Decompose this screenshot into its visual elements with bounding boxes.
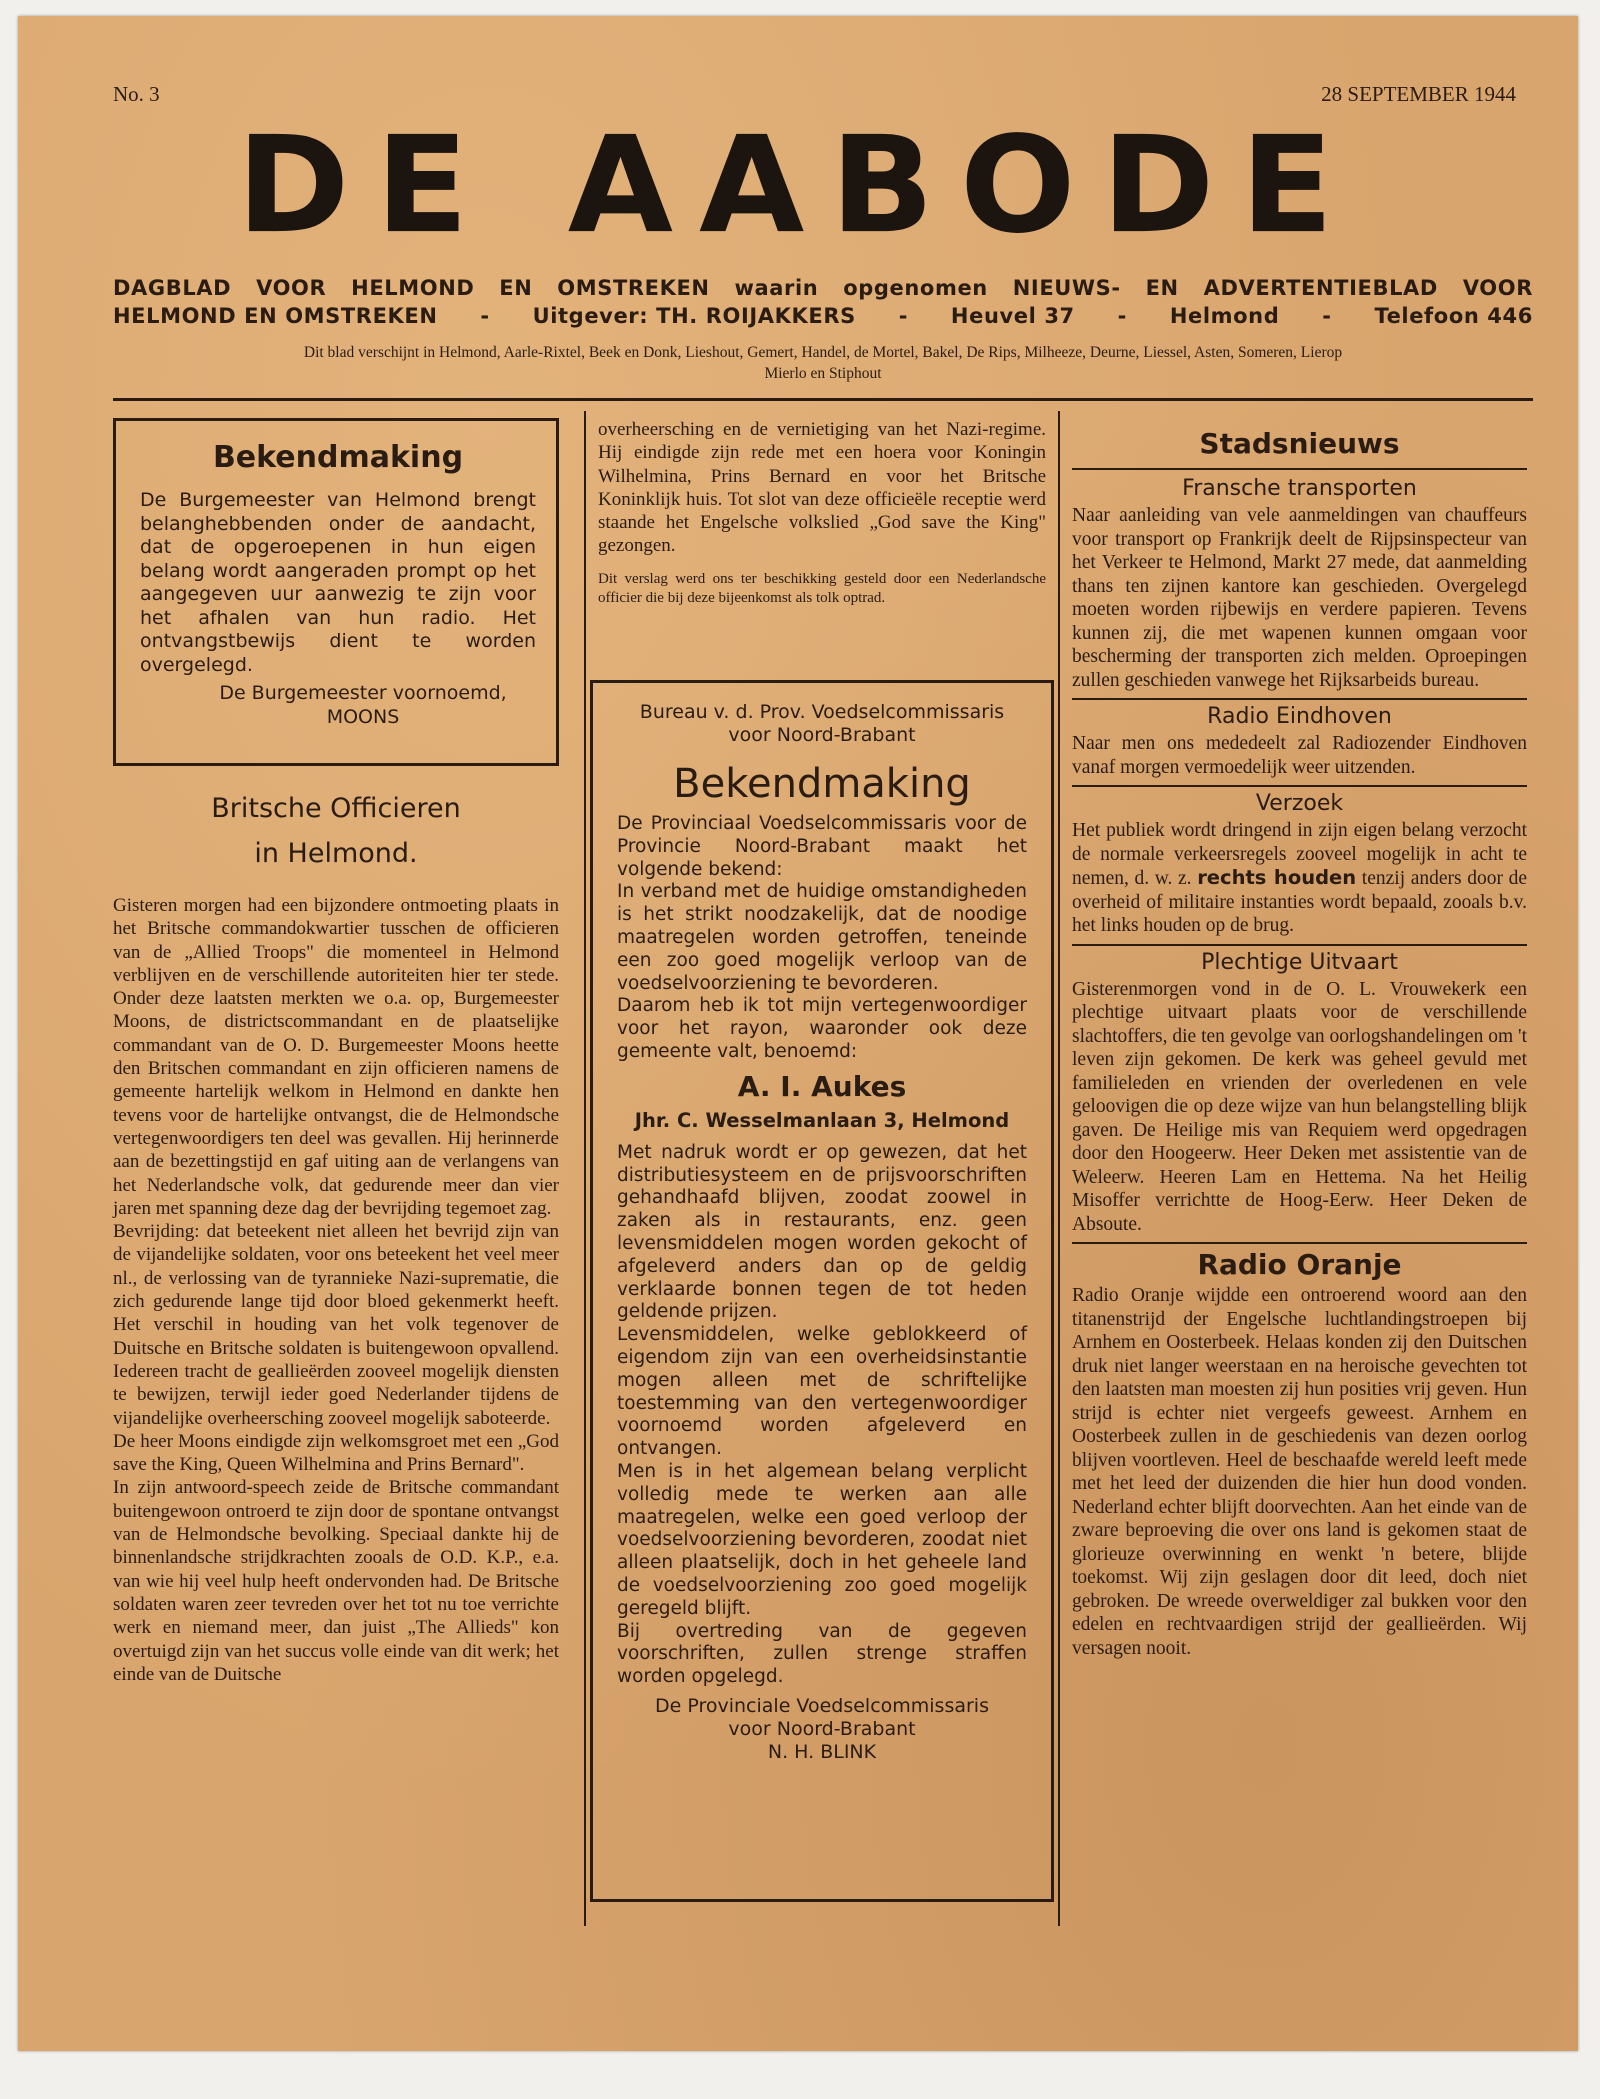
subtitle-city: Helmond bbox=[1169, 304, 1280, 328]
article-paragraph: Gisteren morgen had een bijzondere ontmoeting plaats in het Britsche commandokwartier tusschen de officieren van de „Allied Troops" die momenteel in Helmond verblijven en de verschillende autoriteiten hier ter stede. Onder deze laatsten merkten we o.a. op, Burgemeester Moons, de districtscommandant en de plaatselijke commandant van de O. D. Burgemeester Moons heette den Britschen commandant en zijn officieren namens de gemeente hartelijk welkom in Helmond en dankte hen tevens voor de hartelijke ontvangst, die de Helmondsche vertegenwoordigers ten deel was gevallen. Hij herinnerde aan de bezettingstijd en gaf uiting aan de verlangens van het Nederlandsche volk, dat gedurende meer dan vier jaren met spanning deze dag der bevrijding tegemoet zag. bbox=[113, 895, 559, 1219]
mayor-notice-sign: De Burgemeester voornoemd, bbox=[219, 682, 507, 704]
column-rule-2 bbox=[1058, 411, 1060, 1926]
editor-note: Dit verslag werd ons ter beschikking gesteld door een Nederlandsche officier die bij deze bijeenkomst als tolk optrad. bbox=[598, 570, 1046, 606]
mayor-notice-title: Bekendmaking bbox=[212, 440, 464, 475]
distribution-places bbox=[113, 342, 1533, 384]
newspaper-title: DE AABODE bbox=[236, 108, 1360, 264]
notice-org-line-2: voor Noord-Brabant bbox=[728, 724, 916, 746]
notice-title: Bekendmaking bbox=[673, 761, 971, 807]
notice-paragraph: Men is in het algemean belang verplicht volledig mede te werken aan alle maatregelen, welke een goed verloop der voedselvoorziening bevorderen, zoodat niet alleen plaatselijk, doch in het geheele land de voedselvoorziening zoo goed mogelijk geregeld blijft. bbox=[617, 1460, 1027, 1619]
newspaper-page bbox=[18, 16, 1578, 2051]
subtitle-separator: - bbox=[1322, 304, 1332, 328]
places-line-1: Dit blad verschijnt in Helmond, Aarle-Rixtel, Beek en Donk, Lieshout, Gemert, Handel, de Mortel, Bakel, De Rips, Milheeze, Deurne, Liessel, Asten, Someren, Lierop bbox=[303, 344, 1343, 361]
continuation-body: overheersching en de vernietiging van het Nazi-regime. Hij eindigde zijn rede met een hoera voor Koningin Wilhelmina, Prins Bernard en voor het Britsche Koninklijk huis. Tot slot van deze officieële receptie werd staande het Engelsche volkslied „God save the King" gezongen. bbox=[598, 419, 1046, 557]
places-line-2: Mierlo en Stiphout bbox=[764, 365, 882, 382]
representative-address: Jhr. C. Wesselmanlaan 3, Helmond bbox=[634, 1108, 1010, 1132]
news-text: Het publiek wordt dringend in zijn eigen belang verzocht de normale verkeersregels zooveel mogelijk in acht te nemen, d. w. z. bbox=[1072, 820, 1527, 889]
notice-sign-1: De Provinciale Voedselcommissaris bbox=[654, 1694, 989, 1717]
news-title: Radio Eindhoven bbox=[1207, 704, 1392, 729]
news-rule bbox=[1072, 1242, 1527, 1244]
section-title: Stadsnieuws bbox=[1199, 427, 1400, 460]
article-paragraph: In zijn antwoord-speech zeide de Britsche commandant buitengewoon ontroerd te zijn door de spontane ontvangst van de Helmondsche bevolking. Speciaal dankte hij de binnenlandsche strijdkrachten zooals de O.D. K.P., e.a. van wie hij veel hulp heeft ondervonden had. De Britsche soldaten waren zeer tevreden over het tot nu toe verrichte werk en niemand meer, dan juist „The Allieds" kon overtuigd zijn van het succus volle einde van dit werk; het einde van de Duitsche bbox=[113, 1477, 559, 1685]
british-officers-article bbox=[113, 786, 559, 1686]
subtitle-separator: - bbox=[480, 304, 490, 328]
article-continuation bbox=[598, 418, 1046, 608]
notice-paragraph: De Provinciaal Voedselcommissaris voor de Provincie Noord-Brabant maakt het volgende bekend: bbox=[617, 813, 1027, 880]
mayor-notice-body: De Burgemeester van Helmond brengt belanghebbenden onder de aandacht, dat de opgeroepenen in hun eigen belang wordt aangeraden prompt op het aangegeven uur aanwezig te zijn voor het afhalen van hun radio. Het ontvangstbewijs dient te worden overgelegd. bbox=[140, 489, 536, 676]
article-title-line-2: in Helmond. bbox=[254, 838, 418, 869]
subtitle-phone: Telefoon 446 bbox=[1374, 304, 1533, 328]
notice-org-line-1: Bureau v. d. Prov. Voedselcommissaris bbox=[639, 701, 1005, 723]
subtitle-publisher: Uitgever: TH. ROIJAKKERS bbox=[532, 304, 856, 328]
notice-sign-2: voor Noord-Brabant bbox=[728, 1717, 916, 1740]
article-paragraph: Bevrijding: dat beteekent niet alleen het bevrijd zijn van de vijandelijke soldaten, voor ons beteekent het veel meer nl., de verlossing van de tyrannieke Nazi-suprematie, die zich gedurende lange tijd door bloed gekenmerkt heeft. Het verschil in houding van het volk tegenover de Duitsche en Britsche soldaten is buitengewoon opvallend. Iedereen tracht de geallieërden zooveel mogelijk diensten te bewijzen, terwijl ieder goed Nederlander tijdens de vijandelijke overheersching zooveel mogelijk saboteerde. bbox=[113, 1221, 559, 1429]
news-body: Naar aanleiding van vele aanmeldingen van chauffeurs voor transport op Frankrijk deelt de Rijpsinspecteur van het Verkeer te Helmond, Markt 27 mede, dat aanmelding thans ten zijnen kantore kan geschieden. Overgelegd moeten worden rijbewijs en verdere papieren. Tevens kunnen zij, die met wapenen kunnen omgaan voor bescherming der transporten zich melden. Oproepingen zullen geschieden vanwege het Rijksarbeids bureau. bbox=[1072, 505, 1527, 691]
subtitle-part: HELMOND EN OMSTREKEN bbox=[113, 304, 438, 328]
issue-number: No. 3 bbox=[113, 82, 160, 106]
news-body: Radio Oranje wijdde een ontroerend woord aan den titanenstrijd der Engelsche luchtlandingstroepen bij Arnhem en Oosterbeek. Helaas konden zij den Duitschen druk niet langer weerstaan en na heroische gevechten tot den laatsten man moesten zij hun posities vrij geven. Hun strijd is echter niet vergeefs geweest. Arnhem en Oosterbeek zullen in de geschiedenis van dezen oorlog blijven voortleven. Heel de beschaafde wereld leeft mede met het leed der duizenden die hier hun dood vonden. Nederland echter blijft doorvechten. Aan het einde van de zware beproeving die over ons land is gekomen staat de glorieuze overwinning en wenkt 'n betere, blijde toekomst. Wij zijn geslagen door dit leed, doch niet gebroken. De wreede overweldiger zal bukken voor den edelen en rechtvaardigen strijd der geallieërden. Wij versagen nooit. bbox=[1072, 1285, 1527, 1659]
news-body: Gisterenmorgen vond in de O. L. Vrouwekerk een plechtige uitvaart plaats voor de verschillende slachtoffers, die ten gevolge van oorlogshandelingen om 't leven zijn gekomen. De kerk was geheel gevuld met familieleden en vrienden der overledenen en vele geloovigen die op deze wijze van hun belangstelling blijk gaven. De Heilige mis van Requiem werd opgedragen door den Hoogeerw. Heer Deken met assistentie van de Weleerw. Heeren Lam en Hettema. Na het Heilig Misoffer verrichtte de Hoog-Eerw. Heer Deken de Absoute. bbox=[1072, 978, 1527, 1235]
article-body bbox=[113, 894, 559, 1686]
food-commissioner-notice bbox=[590, 680, 1054, 1902]
news-rule bbox=[1072, 785, 1527, 787]
column-rule-1 bbox=[584, 411, 586, 1926]
news-rule bbox=[1072, 698, 1527, 700]
notice-paragraph: Daarom heb ik tot mijn vertegenwoordiger voor het rayon, waaronder ook deze gemeente valt, benoemd: bbox=[617, 995, 1027, 1062]
subtitle-line-2 bbox=[113, 302, 1533, 330]
subtitle-separator: - bbox=[898, 304, 909, 328]
news-title: Verzoek bbox=[1255, 791, 1344, 816]
notice-paragraph: Met nadruk wordt er op gewezen, dat het distributiesysteem en de prijsvoorschriften gehandhaafd blijven, zoodat zoowel in zaken als in restaurants, enz. geen levensmiddelen mogen worden gekocht of afgeleverd anders dan op de geldig verklaarde bonnen tegen de tot heden geldende prijzen. bbox=[617, 1141, 1027, 1323]
subtitle-separator: - bbox=[1117, 304, 1127, 328]
news-rule bbox=[1072, 944, 1527, 946]
subtitle-address: Heuvel 37 bbox=[950, 304, 1075, 328]
notice-sign-3: N. H. BLINK bbox=[767, 1740, 877, 1763]
section-rule bbox=[1072, 468, 1527, 470]
notice-paragraph: In verband met de huidige omstandigheden is het strikt noodzakelijk, dat de noodige maatregelen worden getroffen, teneinde een zoo goed mogelijk verloop van de voedselvoorziening te bevorderen. bbox=[617, 881, 1027, 994]
masthead-rule bbox=[113, 398, 1533, 401]
news-body: Naar men ons mededeelt zal Radiozender Eindhoven vanaf morgen vermoedelijk weer uitzenden. bbox=[1072, 733, 1527, 778]
mayor-notice-box bbox=[113, 418, 559, 766]
news-title: Fransche transporten bbox=[1182, 476, 1417, 501]
mayor-notice-name: MOONS bbox=[326, 706, 400, 728]
news-body bbox=[1072, 819, 1527, 938]
representative-name: A. I. Aukes bbox=[737, 1069, 907, 1103]
article-paragraph: De heer Moons eindigde zijn welkomsgroet met een „God save the King, Queen Wilhelmina and Prins Bernard". bbox=[113, 1430, 559, 1476]
notice-paragraph: Levensmiddelen, welke geblokkeerd of eigendom zijn van een overheidsinstantie mogen alleen met de schriftelijke toestemming van den vertegenwoordiger voornoemd worden afgeleverd en ontvangen. bbox=[617, 1324, 1027, 1460]
notice-paragraph: Bij overtreding van de gegeven voorschriften, zullen strenge straffen worden opgelegd. bbox=[617, 1620, 1027, 1688]
news-emphasis: rechts houden bbox=[1197, 866, 1357, 889]
news-title: Plechtige Uitvaart bbox=[1201, 949, 1398, 975]
article-title: Britsche Officieren bbox=[211, 793, 461, 824]
city-news-column bbox=[1072, 424, 1527, 1660]
news-title: Radio Oranje bbox=[1197, 1248, 1402, 1281]
subtitle-line-1: DAGBLAD VOOR HELMOND EN OMSTREKEN waarin opgenomen NIEUWS- EN ADVERTENTIEBLAD VOOR bbox=[113, 276, 1533, 300]
issue-date: 28 SEPTEMBER 1944 bbox=[1321, 82, 1516, 106]
news-text: tenzij anders door de overheid of militaire instanties wordt bepaald, zooals b.v. het links houden op de brug. bbox=[1072, 868, 1528, 936]
